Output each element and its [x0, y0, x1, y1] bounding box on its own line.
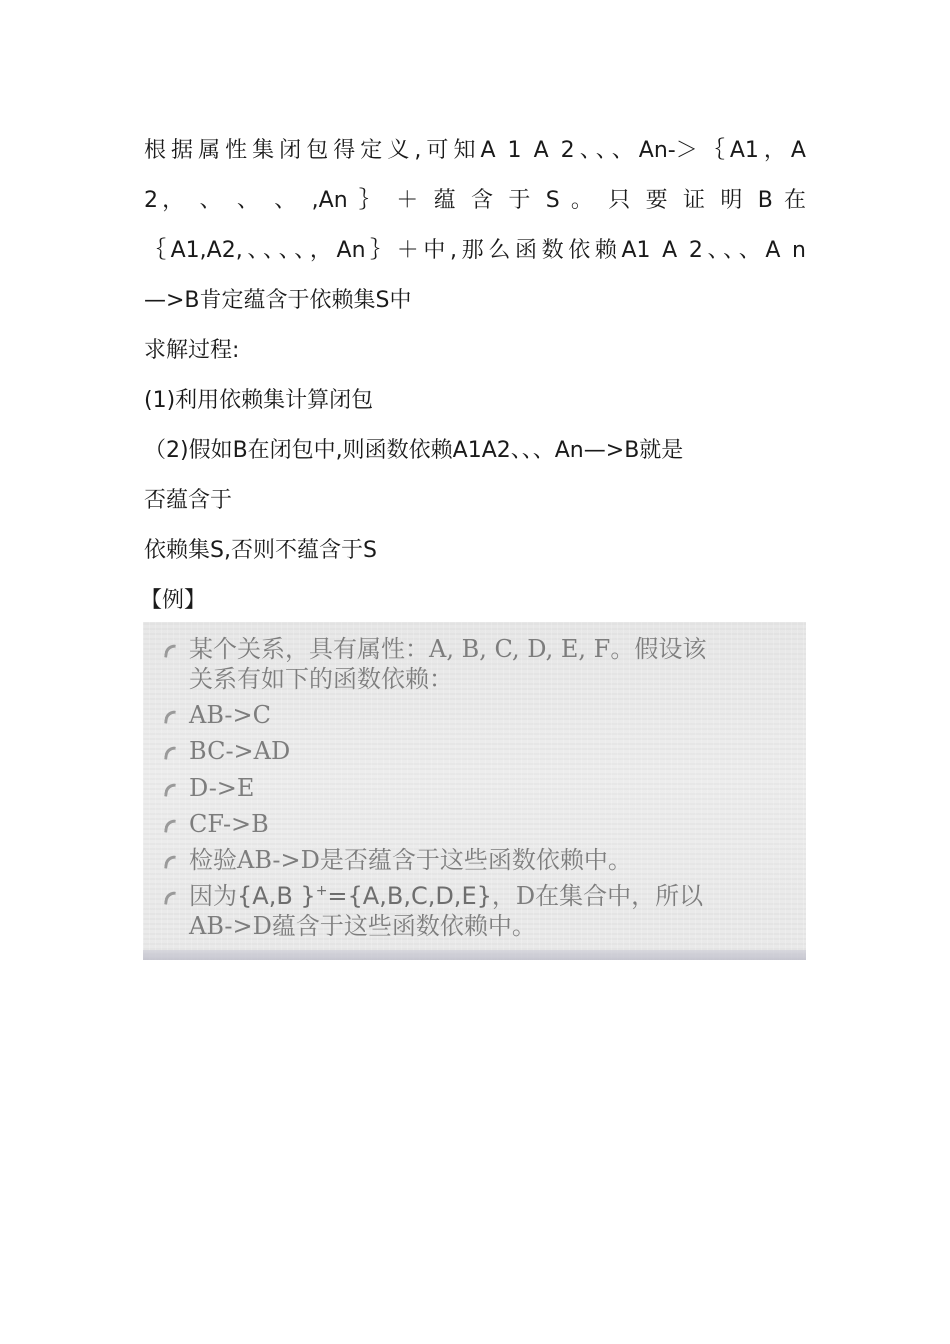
step-2-line-3: 依赖集S,否则不蕴含于S [144, 538, 377, 563]
item-7-prefix: 因为 [189, 882, 237, 910]
figure-item-7-line-1 [189, 881, 703, 911]
figure-item-6-text: 检验AB->D是否蕴含于这些函数依赖中。 [189, 846, 632, 874]
curved-bullet-icon [164, 709, 176, 724]
figure-item-2-text: AB->C [189, 701, 271, 729]
figure-item-3-text: BC->AD [189, 737, 291, 765]
step-2-line-2: 否蕴含于 [144, 488, 233, 513]
curved-bullet-icon [164, 818, 176, 833]
curved-bullet-icon [164, 745, 176, 760]
closure-result: ={A,B,C,D,E} [327, 882, 492, 910]
figure-item-1-line-1: 某个关系，具有属性：A, B, C, D, E, F。假设该 [189, 635, 707, 663]
paragraph-1-line-1: 根据属性集闭包得定义,可知A 1 A 2、、、An-＞｛A1，A [144, 138, 806, 163]
figure-item-5-text: CF->B [189, 810, 269, 838]
curved-bullet-icon [164, 890, 176, 905]
paragraph-1-line-4: —>B肯定蕴含于依赖集S中 [144, 288, 412, 313]
figure-item-4-text: D->E [189, 774, 255, 802]
paragraph-1-line-2: 2， 、 、 、 ,An ｝ ＋ 蕴 含 于 S 。 只 要 证 明 B 在 [144, 188, 806, 213]
closure-plus-sup: + [315, 883, 328, 899]
curved-bullet-icon [164, 782, 176, 797]
example-label: 【例】 [140, 588, 207, 613]
example-slide-image [143, 622, 806, 960]
paragraph-1-line-3: ｛A1,A2,、、、、，An｝＋中,那么函数依赖A1 A 2、、、A n [144, 238, 806, 263]
step-2-line-1: （2)假如B在闭包中,则函数依赖A1A2、、、An—>B就是 [144, 438, 684, 463]
curved-bullet-icon [164, 854, 176, 869]
figure-item-7-line-2: AB->D蕴含于这些函数依赖中。 [189, 912, 536, 940]
curved-bullet-icon [164, 643, 176, 658]
figure-item-1-line-2: 关系有如下的函数依赖： [189, 665, 453, 693]
step-1: (1)利用依赖集计算闭包 [144, 388, 374, 413]
steps-heading: 求解过程: [144, 338, 240, 363]
closure-set: {A,B } [237, 882, 316, 910]
figure-bottom-band [143, 950, 806, 960]
item-7-suffix: ，D在集合中，所以 [491, 882, 704, 910]
